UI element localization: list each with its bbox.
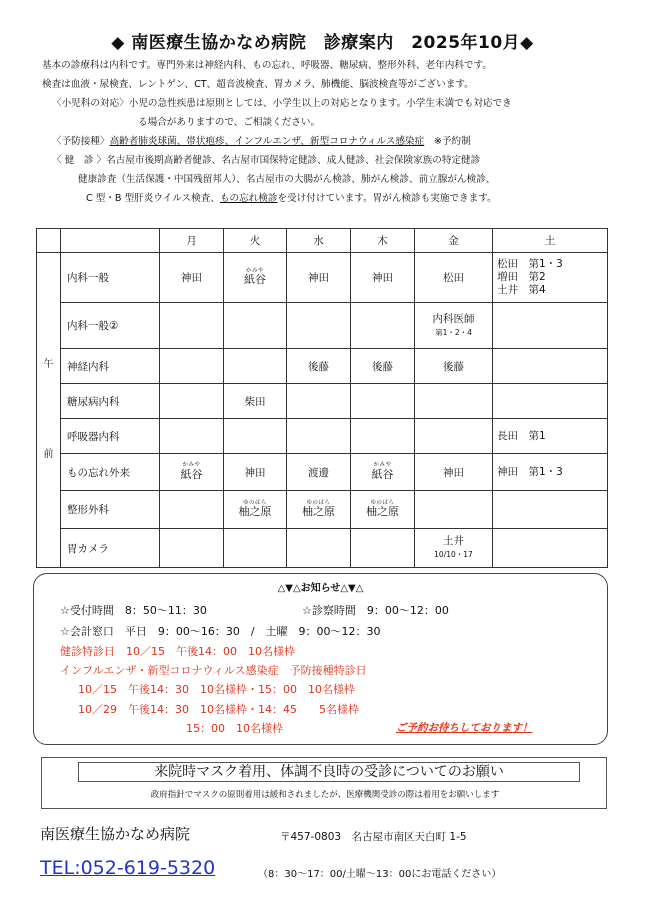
doctor-cell: かみや 紙谷 [351,454,415,491]
dementia-check-link: もの忘れ検診 [219,193,278,204]
doctor-cell: 松田 [415,253,493,303]
check-text-2: 健康診査（生活保護・中国残留邦人）、名古屋市の大腸がん検診、肺がん検診、前立腺がん検診、 [78,174,496,185]
morning-label: 午 前 [37,253,61,568]
vaccination-slot-1: 10／15 午後14：30 10名様枠・15：00 10名様枠 [78,683,355,696]
vaccination-slot-3: 15：00 10名様枠 [186,722,283,735]
ped-text: 小児の急性疾患は原則としては、小学生以上の対応となります。小学生未満でも対応でき [128,98,512,109]
table-row [37,529,608,568]
vaccination-slot-2: 10／29 午後14：30 10名様枠・14：45 5名様枠 [78,703,359,716]
dept-label: 内科一般② [61,303,160,349]
table-row [37,253,608,303]
cashier-hours: ☆会計窓口 平日 9：00〜16：30 / 土曜 9：00〜12：30 [60,625,381,638]
doctor-cell: かみや 紙谷 [224,253,287,303]
doctor-cell: ゆのはら 柚之原 [224,491,287,529]
vacc-label: 〈予防接種〉 [52,136,110,147]
vacc-text: 高齢者肺炎球菌、帯状疱疹、インフルエンザ、新型コロナウィルス感染症 [109,136,425,147]
vaccination-special-day: インフルエンザ・新型コロナウィルス感染症 予防接種特診日 [60,664,367,677]
doctor-cell: ゆのはら 柚之原 [287,491,351,529]
dept-label: 内科一般 [61,253,160,303]
mask-title: 来院時マスク着用、体調不良時の受診についてのお願い [78,762,580,782]
notice-title: △▼△お知らせ△▼△ [277,583,364,594]
table-row [37,303,608,349]
doctor-cell: 柴田 [224,384,287,419]
mask-subtext: 政府指針でマスクの原則着用は緩和されましたが、医療機関受診の際は着用をお願いします [150,790,500,800]
table-row [37,454,608,491]
check-text-3: C 型・B 型肝炎ウイルス検査、もの忘れ検診を受け付けています。胃がん検診も実施できます。 [86,193,497,204]
doctor-cell: 内科医師 第1・2・4 [415,303,493,349]
table-row [37,384,608,419]
table-row [37,491,608,529]
day-tue: 火 [224,229,287,253]
ped-text-continued: る場合がありますので、ご相談ください。 [138,117,321,128]
doctor-cell: 神田 [224,454,287,491]
doctor-cell-sat: 長田 第1 [493,419,608,454]
day-wed: 水 [287,229,351,253]
day-fri: 金 [415,229,493,253]
checkup-special-day: 健診特診日 10／15 午後14：00 10名様枠 [60,645,295,658]
intro-checkup [42,151,622,170]
dept-label: 胃カメラ [61,529,160,568]
dept-label: 神経内科 [61,349,160,384]
intro-vaccination [42,132,622,151]
check-label: 〈 健 診 〉 [52,155,107,166]
dept-label: 呼吸器内科 [61,419,160,454]
schedule-header-row [37,229,608,253]
doctor-cell-sat: 松田 第1・3 増田 第2 土井 第4 [493,253,608,303]
dept-label: もの忘れ外来 [61,454,160,491]
day-thu: 木 [351,229,415,253]
doctor-cell: 後藤 [351,349,415,384]
doctor-cell: ゆのはら 柚之原 [351,491,415,529]
ped-label: 〈小児科の対応〉 [52,98,129,109]
doctor-cell-sat: 神田 第1・3 [493,454,608,491]
doctor-cell: かみや 紙谷 [160,454,224,491]
table-row [37,419,608,454]
page-title: ◆ 南医療生協かなめ病院 診療案内 2025年10月◆ [111,33,534,53]
hospital-name: 南医療生協かなめ病院 [40,825,191,843]
day-mon: 月 [160,229,224,253]
intro-section [42,56,622,208]
dept-label: 糖尿病内科 [61,384,160,419]
doctor-cell: 渡邊 [287,454,351,491]
consult-hours: ☆診察時間 9：00〜12：00 [302,604,449,617]
doctor-cell: 後藤 [287,349,351,384]
doctor-cell: 神田 [415,454,493,491]
vacc-note: ※予約制 [433,136,471,147]
intro-pediatrics [42,94,622,113]
intro-specialties: 基本の診療科は内科です。専門外来は神経内科、もの忘れ、呼吸器、糖尿病、整形外科、老年内科です。 [42,60,492,71]
day-sat: 土 [493,229,608,253]
check-text: 名古屋市後期高齢者健診、名古屋市国保特定健診、成人健診、社会保険家族の特定健診 [106,155,481,166]
notice-box [33,573,608,745]
doctor-cell: 後藤 [415,349,493,384]
reception-hours: ☆受付時間 8：50〜11：30 [60,604,207,617]
schedule-table [36,228,608,568]
intro-tests: 検査は血液・尿検査、レントゲン、CT、超音波検査、胃カメラ、肺機能、脳波検査等がございます。 [42,79,474,90]
phone-link[interactable]: TEL:052-619-5320 [40,857,216,879]
phone-hours: （8：30〜17：00/土曜〜13：00にお電話ください） [258,869,502,880]
dept-label: 整形外科 [61,491,160,529]
mask-notice [41,757,607,809]
hospital-address: 〒457-0803 名古屋市南区天白町 1-5 [280,831,467,843]
table-row [37,349,608,384]
reservation-message: ご予約お待ちしております！ [396,722,533,734]
doctor-cell: 神田 [160,253,224,303]
doctor-cell: 土井 10/10・17 [415,529,493,568]
doctor-cell: 神田 [351,253,415,303]
doctor-cell: 神田 [287,253,351,303]
